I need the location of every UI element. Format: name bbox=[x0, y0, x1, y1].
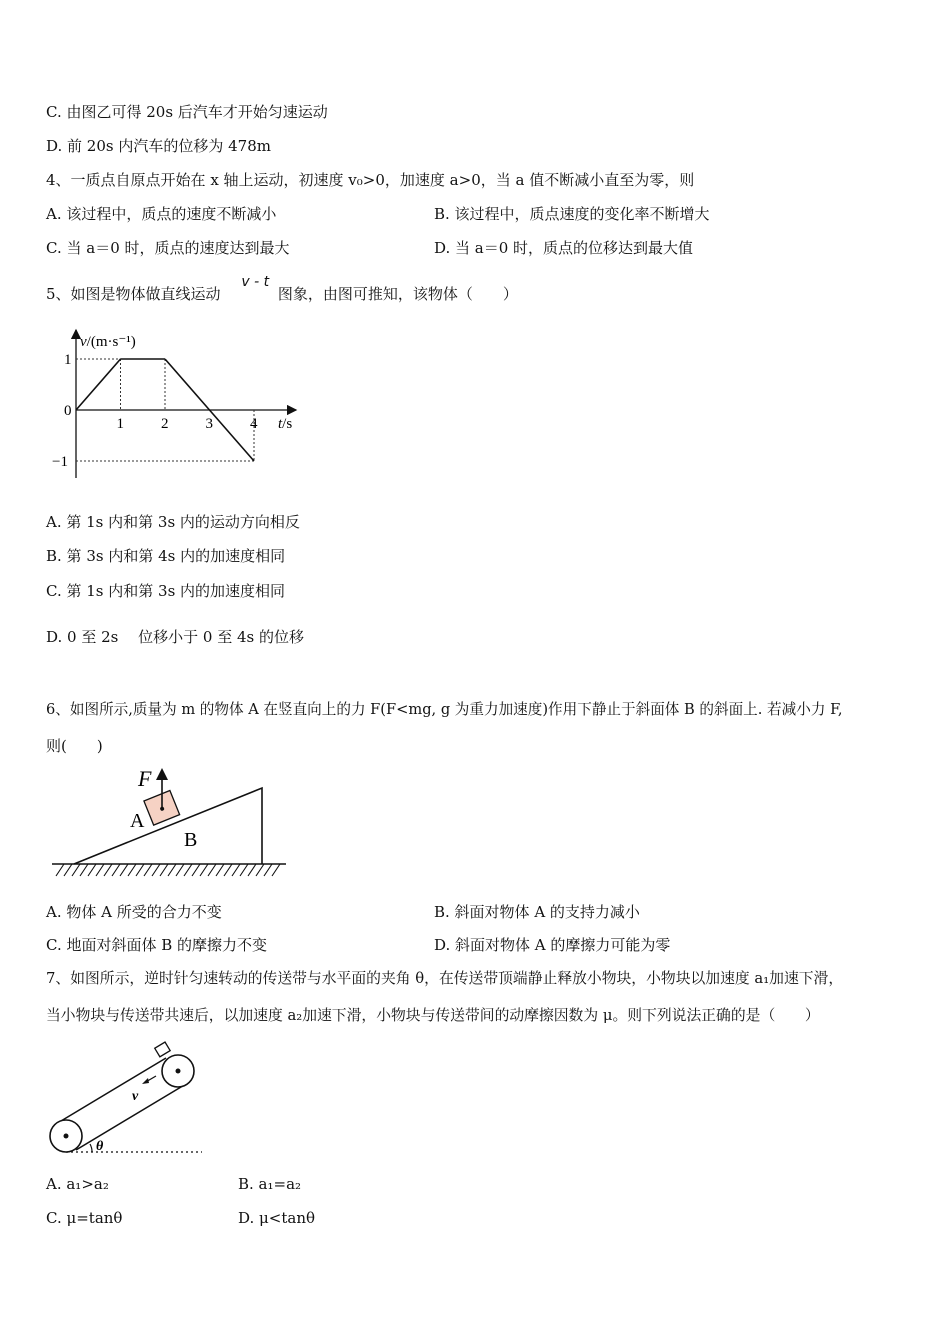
q6-option-c: C. 地面对斜面体 B 的摩擦力不变 bbox=[46, 936, 268, 954]
ground-hatching bbox=[56, 864, 280, 876]
y-tick-label-2: −1 bbox=[52, 454, 68, 470]
x-tick-label-1: 1 bbox=[116, 416, 124, 432]
belt-top bbox=[56, 1058, 166, 1124]
velocity-arrowhead bbox=[142, 1078, 149, 1084]
q4-option-c: C. 当 a＝0 时，质点的速度达到最大 bbox=[46, 239, 290, 257]
q7-option-c: C. μ=tanθ bbox=[46, 1209, 123, 1227]
y-tick-label-1: 0 bbox=[64, 403, 72, 419]
q7-conveyor-figure bbox=[44, 1040, 204, 1158]
q4-option-a: A. 该过程中，质点的速度不断减小 bbox=[46, 205, 277, 223]
q6-option-a: A. 物体 A 所受的合力不变 bbox=[46, 903, 222, 921]
q6-incline-figure bbox=[46, 764, 290, 880]
block-label: A bbox=[130, 810, 145, 832]
belt-bottom bbox=[76, 1084, 186, 1150]
q7-option-d: D. μ<tanθ bbox=[238, 1209, 316, 1227]
q5-stem-after: 图象，由图可推知，该物体（ ） bbox=[277, 285, 518, 303]
y-tick-label-0: 1 bbox=[64, 352, 72, 368]
q3-option-c: C. 由图乙可得 20s 后汽车才开始匀速运动 bbox=[46, 103, 328, 121]
q4-option-d: D. 当 a＝0 时，质点的位移达到最大值 bbox=[434, 239, 694, 257]
q6-option-d: D. 斜面对物体 A 的摩擦力可能为零 bbox=[434, 936, 671, 954]
q5-stem-before: 5、如图是物体做直线运动 bbox=[46, 285, 221, 303]
x-tick-label-2: 2 bbox=[161, 416, 169, 432]
angle-label: θ bbox=[96, 1139, 104, 1154]
q5-option-d: D. 0 至 2s 位移小于 0 至 4s 的位移 bbox=[46, 628, 304, 646]
y-axis-label: v/(m·s⁻¹) bbox=[80, 334, 136, 350]
q6-option-b: B. 斜面对物体 A 的支持力减小 bbox=[434, 903, 640, 921]
q5-stem bbox=[46, 274, 518, 305]
force-label: F bbox=[138, 766, 152, 791]
top-roller-axle bbox=[176, 1069, 181, 1074]
incline-label: B bbox=[184, 829, 198, 851]
q4-option-b: B. 该过程中，质点速度的变化率不断增大 bbox=[434, 205, 710, 223]
velocity-label: v bbox=[132, 1089, 139, 1104]
x-tick-label-3: 3 bbox=[205, 416, 213, 432]
vt-segment-1 bbox=[76, 359, 121, 410]
q5-vt-symbol: v - t bbox=[241, 274, 270, 290]
force-arrowhead bbox=[156, 768, 168, 780]
q5-option-b: B. 第 3s 内和第 4s 内的加速度相同 bbox=[46, 547, 286, 565]
q3-option-d: D. 前 20s 内汽车的位移为 478m bbox=[46, 137, 271, 155]
angle-arc bbox=[90, 1144, 92, 1152]
q5-option-c: C. 第 1s 内和第 3s 内的加速度相同 bbox=[46, 582, 286, 600]
x-axis-label: t/s bbox=[278, 416, 293, 432]
bottom-roller-axle bbox=[64, 1134, 69, 1139]
q7-option-b: B. a₁=a₂ bbox=[238, 1175, 302, 1193]
q6-stem-line1: 6、如图所示,质量为 m 的物体 A 在竖直向上的力 F(F<mg, g 为重力加速度)作用下静止于斜面体 B 的斜面上. 若减小力 F, bbox=[46, 701, 843, 718]
q4-stem: 4、一质点自原点开始在 x 轴上运动，初速度 v₀>0，加速度 a>0，当 a 值不断减小直至为零，则 bbox=[46, 171, 695, 189]
q7-stem-line2: 当小物块与传送带共速后，以加速度 a₂加速下滑，小物块与传送带间的动摩擦因数为 μ。则下列说法正确的是（ ） bbox=[46, 1007, 820, 1024]
q5-option-a: A. 第 1s 内和第 3s 内的运动方向相反 bbox=[46, 513, 300, 531]
q5-vt-graph bbox=[40, 322, 310, 488]
vt-segment-4 bbox=[210, 410, 255, 461]
q6-stem-line2: 则( ) bbox=[46, 737, 103, 755]
vt-segment-3 bbox=[165, 359, 210, 410]
q7-option-a: A. a₁>a₂ bbox=[46, 1175, 109, 1193]
q7-stem-line1: 7、如图所示，逆时针匀速转动的传送带与水平面的夹角 θ，在传送带顶端静止释放小物块，小物块以加速度 a₁加速下滑， bbox=[46, 970, 844, 987]
x-tick-label-4: 4 bbox=[250, 416, 258, 432]
small-block bbox=[155, 1042, 170, 1057]
